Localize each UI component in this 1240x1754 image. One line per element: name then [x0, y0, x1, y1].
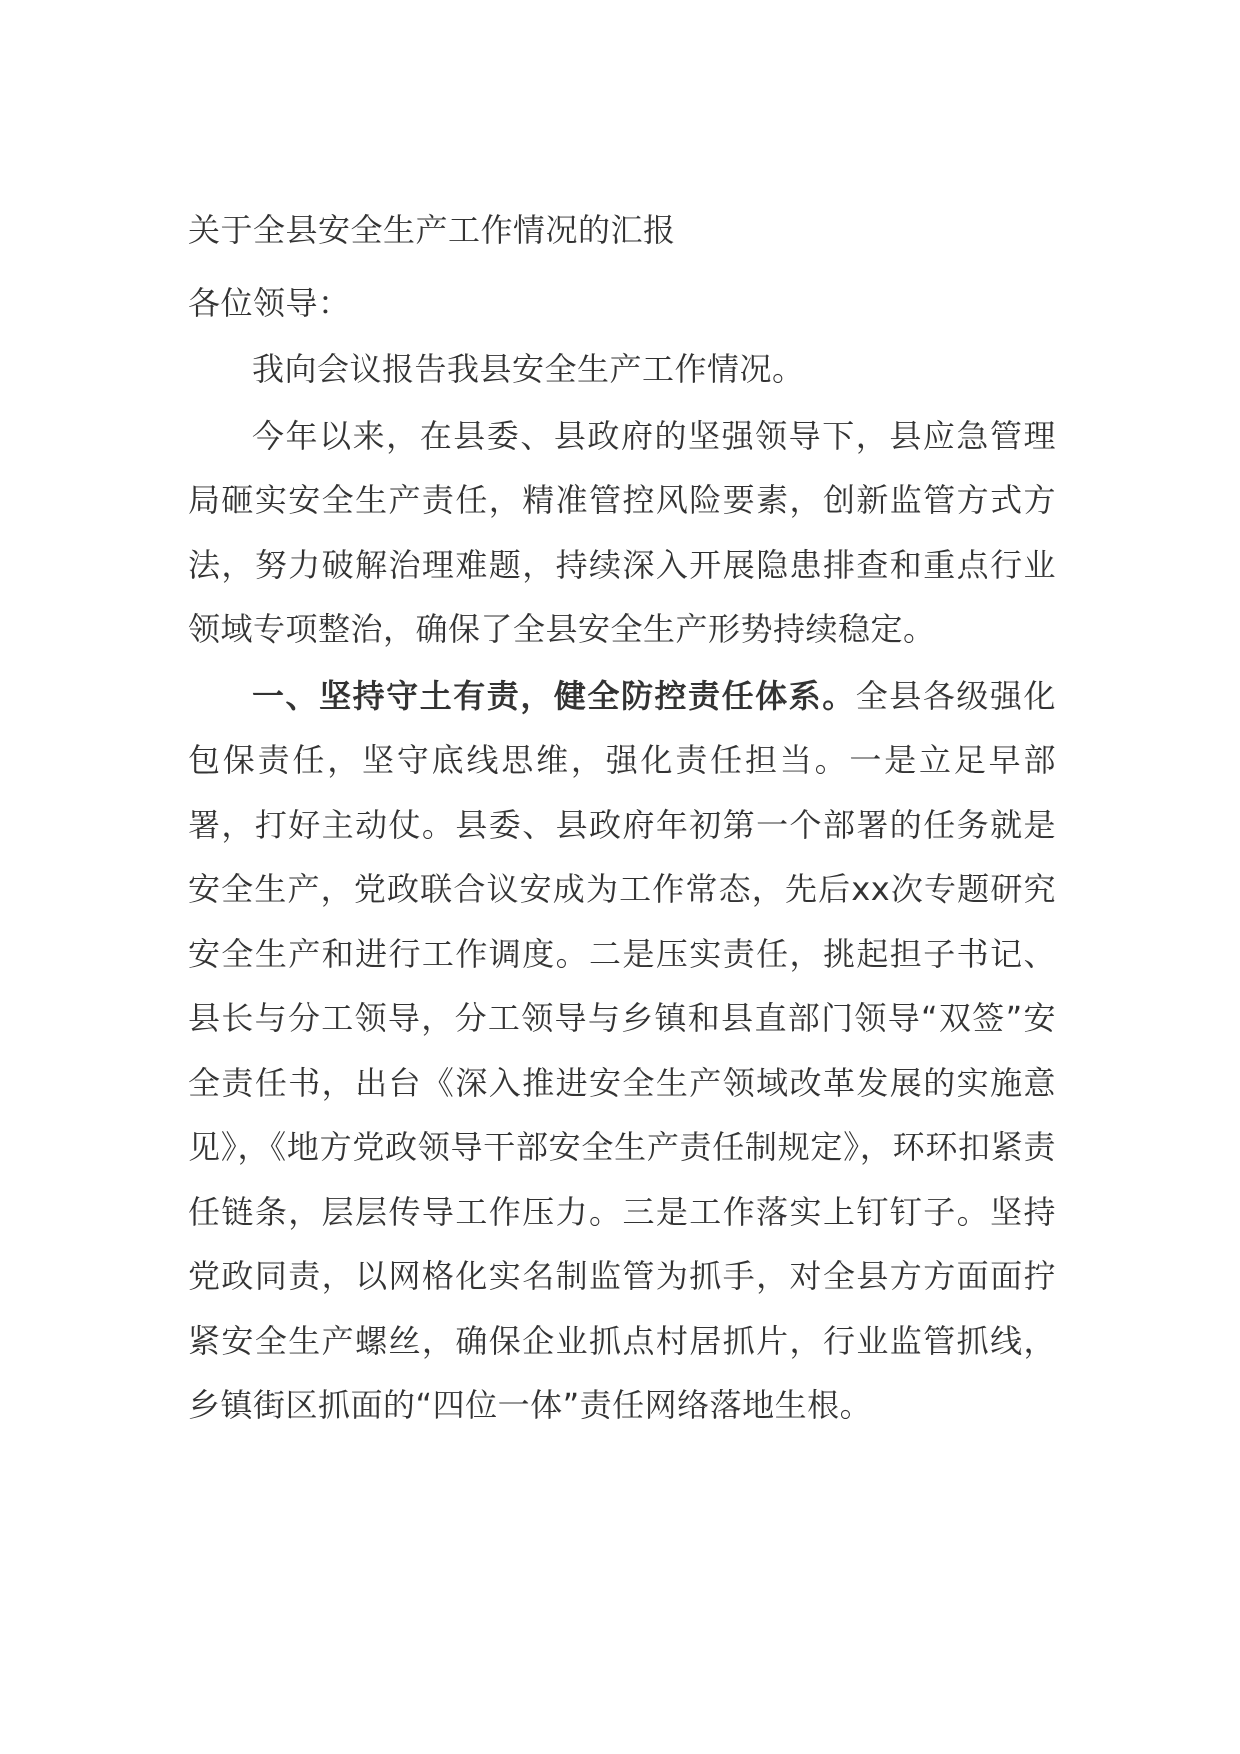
paragraph-text: 全县各级强化包保责任，坚守底线思维，强化责任担当。一是立足早部署，打好主动仗。县委、县政府年初第一个部署的任务就是安全生产，党政联合议安成为工作常态，先后xx次专题研究安全生产和进行工作调度。二是压实责任，挑起担子书记、县长与分工领导，分工领导与乡镇和县直部门领导“双签”安全责任书，出台《深入推进安全生产领域改革发展的实施意见》，《地方党政领导干部安全生产责任制规定》，环环扣紧责任链条，层层传导工作压力。三是工作落实上钉钉子。坚持党政同责，以网格化实名制监管为抓手，对全县方方面面拧紧安全生产螺丝，确保企业抓点村居抓片，行业监管抓线，乡镇街区抓面的“四位一体”责任网络落地生根。: [188, 676, 1056, 1424]
paragraph-section-one: [188, 664, 1056, 1438]
paragraph-text: 我向会议报告我县安全生产工作情况。: [252, 350, 805, 388]
paragraph-overview: [188, 404, 1056, 662]
document-body: [188, 198, 1056, 1438]
salutation: 各位领导：: [188, 284, 351, 322]
document-title: 关于全县安全生产工作情况的汇报: [188, 211, 676, 249]
paragraph-intro: [188, 337, 1056, 402]
paragraph-text: 今年以来，在县委、县政府的坚强领导下，县应急管理局砸实安全生产责任，精准管控风险要素，创新监管方式方法，努力破解治理难题，持续深入开展隐患排查和重点行业领域专项整治，确保了全县安全生产形势持续稳定。: [188, 416, 1056, 648]
section-heading: 一、坚持守土有责，健全防控责任体系。: [252, 676, 856, 715]
